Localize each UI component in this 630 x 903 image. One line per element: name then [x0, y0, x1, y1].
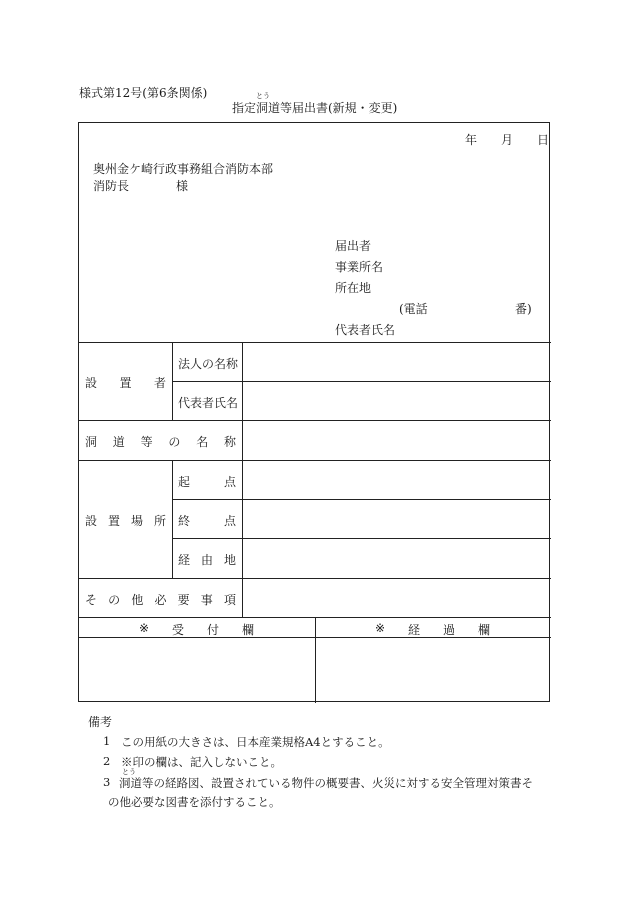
note-1-text: この用紙の大きさは、日本産業規格A4とすること。 — [121, 735, 390, 749]
applicant-label: 届出者 — [335, 239, 372, 253]
vrule-bottom-split — [315, 617, 316, 703]
other-matters-label: そ の 他 必 要 事 項 — [85, 593, 236, 607]
phone-open: (電話 — [399, 302, 428, 316]
via-point-label: 経 由 地 — [178, 553, 236, 567]
note-3-continuation: の他必要な図書を添付すること。 — [108, 795, 281, 809]
vrule-label-col — [242, 342, 243, 617]
date-day: 日 — [537, 133, 550, 147]
phone-close: 番) — [515, 302, 532, 316]
rep-name-label: 代表者氏名 — [178, 396, 239, 410]
form-frame — [78, 122, 550, 702]
form-number: 様式第12号(第6条関係) — [79, 86, 208, 100]
end-point-label: 終 点 — [178, 514, 236, 528]
rule-installer-bottom — [79, 420, 551, 421]
representative-label: 代表者氏名 — [335, 323, 396, 337]
note-1-number: 1 — [103, 734, 111, 748]
address-label: 所在地 — [335, 281, 372, 295]
rule-top-table — [79, 342, 551, 343]
vrule-location — [172, 460, 173, 578]
note-2-text: ※印の欄は、記入しないこと。 — [121, 755, 282, 769]
location-label: 設 置 場 所 — [85, 514, 166, 528]
vrule-installer — [172, 342, 173, 420]
office-name-label: 事業所名 — [335, 260, 384, 274]
rule-location-1 — [172, 499, 551, 500]
date-month: 月 — [501, 133, 514, 147]
addressee-line1: 奥州金ケ崎行政事務組合消防本部 — [93, 162, 274, 176]
date-year: 年 — [465, 133, 478, 147]
rule-location-2 — [172, 538, 551, 539]
addressee-line2: 消防長 — [93, 179, 130, 193]
tunnel-name-label: 洞 道 等 の 名 称 — [85, 435, 236, 449]
rule-location-bottom — [79, 578, 551, 579]
rule-name-bottom — [79, 460, 551, 461]
page-title: 指定洞道等届出書(新規・変更) — [232, 101, 398, 115]
note-3-number: 3 — [103, 775, 111, 789]
start-point-label: 起 点 — [178, 475, 236, 489]
reception-header: ※ 受 付 欄 — [139, 621, 254, 637]
note-2-number: 2 — [103, 754, 111, 768]
addressee-honorific: 様 — [176, 179, 189, 193]
title-ruby: とう — [256, 92, 270, 100]
progress-header: ※ 経 過 欄 — [375, 621, 490, 637]
corp-name-label: 法人の名称 — [178, 357, 239, 371]
installer-label: 設 置 者 — [85, 376, 166, 390]
note-3-text: 洞道等の経路図、設置されている物件の概要書、火災に対する安全管理対策書そ — [119, 776, 533, 790]
rule-installer-mid — [172, 381, 551, 382]
notes-heading: 備考 — [88, 715, 113, 729]
note-3-ruby: とう — [122, 768, 136, 776]
